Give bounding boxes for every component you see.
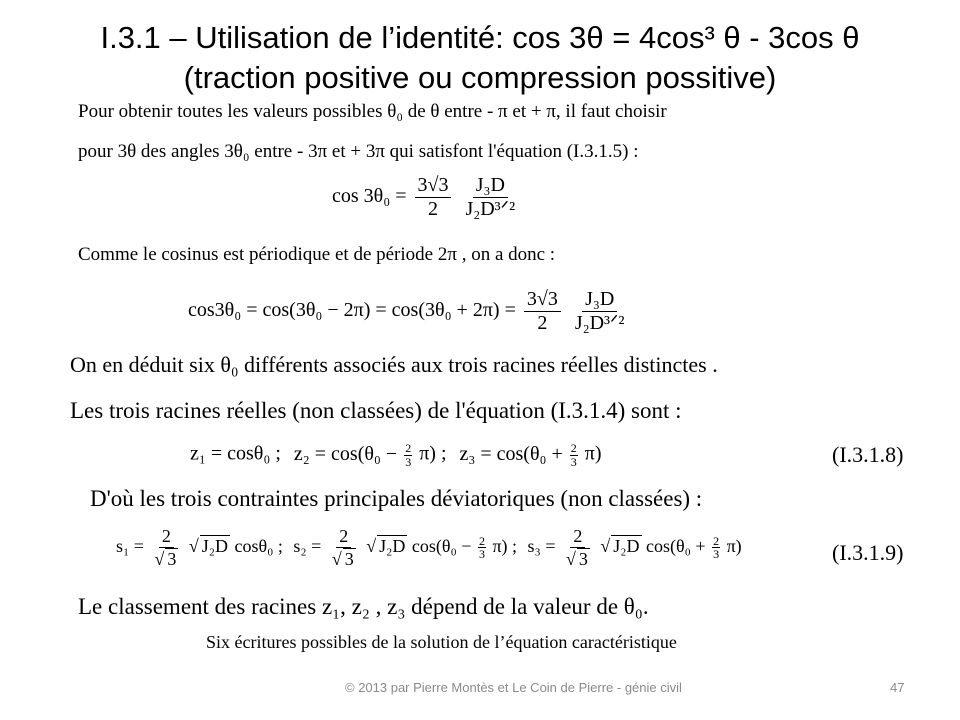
eq3-z3-end: π) — [584, 442, 602, 465]
equation-roots — [190, 442, 602, 468]
eq1-lhs: cos 3θ₀ = — [332, 185, 407, 208]
eq4-sqrt-j2d-c: J₂D — [613, 535, 640, 556]
eq4-s2: s₂ = — [293, 535, 322, 556]
slide-title-line1: I.3.1 – Utilisation de l’identité: cos 3θ = 4cos³ θ - 3cos θ — [100, 20, 860, 55]
eq4-sqrt-j2d-a: J₂D — [201, 535, 228, 556]
page-number: 47 — [890, 680, 905, 695]
eq4-frac-a — [151, 526, 181, 569]
equation-cos3theta — [332, 174, 521, 221]
frac-den: √ 3 — [331, 548, 354, 569]
frac-num: 2 — [159, 526, 174, 548]
slide-title-line2: (traction positive ou compression possitive) — [183, 60, 777, 95]
equation-tag-1319: (I.3.1.9) — [832, 540, 904, 565]
frac-den: √ 3 — [154, 548, 177, 569]
eq2-j-denominator: J₂D³ᐟ² — [574, 312, 625, 334]
footer-copyright: © 2013 par Pierre Montès et Le Coin de Pierre - génie civil — [345, 680, 682, 695]
eq1-j-numerator: J₃D — [473, 174, 508, 198]
eq2-j-numerator: J₃D — [582, 288, 617, 312]
sqrt-3: 3 — [344, 548, 354, 569]
eq4-cos3: cos(θ₀ + — [646, 535, 706, 556]
sqrt-3: 3 — [167, 548, 177, 569]
paragraph-1-line-1: Pour obtenir toutes les valeurs possibles θ₀ de θ entre - π et + π, il faut choisir — [78, 101, 667, 122]
frac-den: 3 — [478, 547, 485, 562]
eq1-fraction-coef — [415, 174, 452, 221]
eq4-small-frac-c — [712, 535, 720, 561]
figure-caption: Six écritures possibles de la solution de l’équation caractéristique — [206, 632, 677, 652]
frac-num: 2 — [405, 441, 412, 455]
eq2-numerator: 3√3 — [524, 288, 561, 312]
eq2-fraction-j — [572, 288, 628, 335]
eq4-cos2-end: π) ; — [492, 535, 518, 556]
eq4-cos1: cosθ₀ ; — [234, 535, 283, 556]
eq1-denominator: 2 — [427, 198, 438, 220]
frac-num: 2 — [336, 526, 351, 548]
frac-den: 3 — [713, 547, 720, 562]
eq4-s1: s₁ = — [116, 535, 144, 556]
paragraph-2: Comme le cosinus est périodique et de période 2π , on a donc : — [78, 244, 556, 265]
eq3-z1: z₁ = cosθ₀ ; — [190, 442, 281, 465]
eq2-fraction-coef — [524, 288, 561, 335]
eq4-small-frac-b — [478, 535, 486, 561]
equation-tag-1318: (I.3.1.8) — [832, 442, 904, 467]
eq2-body: cos3θ₀ = cos(3θ₀ − 2π) = cos(3θ₀ + 2π) = — [188, 299, 516, 322]
equation-periodicity — [188, 288, 631, 335]
eq1-j-denominator: J₂D³ᐟ² — [465, 198, 516, 220]
eq3-z2: z₂ = cos(θ₀ − — [293, 442, 398, 465]
eq3-z3: z₃ = cos(θ₀ + — [459, 442, 563, 465]
frac-den: √ 3 — [565, 548, 588, 569]
eq1-fraction-j — [462, 174, 518, 221]
frac-num: 2 — [570, 526, 585, 548]
frac-den: 3 — [570, 454, 577, 469]
eq3-z2-end: π) ; — [419, 442, 447, 465]
eq4-frac-b — [329, 526, 359, 569]
frac-num: 2 — [713, 533, 720, 548]
frac-den: 3 — [405, 454, 412, 469]
eq4-sqrt-j2d-b: J₂D — [379, 535, 406, 556]
paragraph-5: D'où les trois contraintes principales déviatoriques (non classées) : — [90, 486, 703, 511]
eq3-frac-2-3-b — [570, 442, 578, 468]
equation-deviatoric-stresses: s₁ = $\frac{2}{√ 3}$ √ J₂D cosθ₀ ; s₂ = $\frac{2}{√ 3}$ √ J₂D cos(θ₀ − $\frac{2}{3}$ π) ; s₃ = $\frac{2}{√ 3}$ √ J₂D cos(θ₀ + $\frac{2}{3}$ π) — [116, 526, 742, 569]
eq3-frac-2-3-a — [404, 442, 412, 468]
eq4-s3: s₃ = — [527, 535, 556, 556]
eq4-frac-c — [563, 526, 593, 569]
paragraph-1-line-2: pour 3θ des angles 3θ₀ entre - 3π et + 3π qui satisfont l'équation (I.3.1.5) : — [78, 141, 639, 162]
paragraph-3: On en déduit six θ₀ différents associés aux trois racines réelles distinctes . — [70, 352, 718, 377]
eq4-cos3-end: π) — [726, 535, 742, 556]
sqrt-3: 3 — [578, 548, 588, 569]
paragraph-6: Le classement des racines z₁, z₂ , z₃ dépend de la valeur de θ₀. — [78, 594, 649, 619]
frac-num: 2 — [478, 533, 485, 548]
paragraph-4: Les trois racines réelles (non classées) de l'équation (I.3.1.4) sont : — [70, 398, 682, 423]
eq2-denominator: 2 — [537, 312, 548, 334]
eq4-cos2: cos(θ₀ − — [411, 535, 472, 556]
frac-num: 2 — [570, 441, 577, 455]
eq1-numerator: 3√3 — [415, 174, 452, 198]
